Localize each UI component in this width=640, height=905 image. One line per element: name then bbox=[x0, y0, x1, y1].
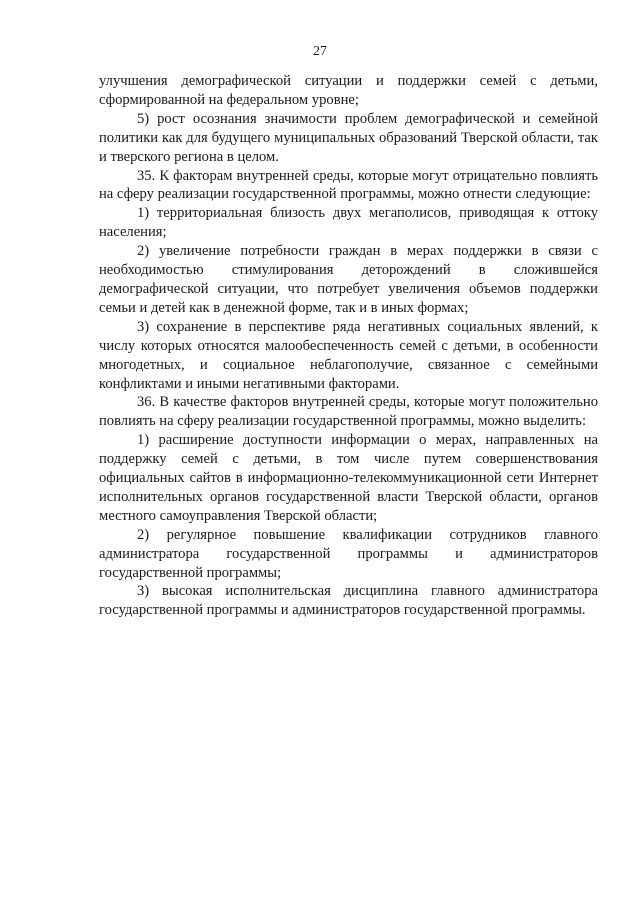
paragraph-item-5-awareness: 5) рост осознания значимости проблем демографической и семейной политики как для будущего муниципальных образований Тверской области, так и тверского региона в целом. bbox=[99, 110, 598, 165]
document-body bbox=[99, 72, 598, 620]
paragraph-36-item-1: 1) расширение доступности информации о мерах, направленных на поддержку семей с детьми, в том числе путем совершенствования официальных сайтов в информационно-телекоммуникационной сети Интернет исполнительных органов государственной власти Тверской области, органов местного самоуправления Тверской области; bbox=[99, 432, 598, 524]
paragraph-35-item-3: 3) сохранение в перспективе ряда негативных социальных явлений, к числу которых относятся малообеспеченность семей с детьми, в особенности многодетных, и социальное неблагополучие, связанное с семейными конфликтами и иными негативными факторами. bbox=[99, 318, 598, 392]
paragraph-section-35: 35. К факторам внутренней среды, которые могут отрицательно повлиять на сферу реализации государственной программы, можно отнести следующие: bbox=[99, 167, 598, 203]
page-number: 27 bbox=[313, 44, 327, 59]
paragraph-section-36: 36. В качестве факторов внутренней среды, которые могут положительно повлиять на сферу реализации государственной программы, можно выделить: bbox=[99, 394, 598, 430]
paragraph-36-item-3: 3) высокая исполнительская дисциплина главного администратора государственной программы и администраторов государственной программы. bbox=[99, 583, 598, 619]
paragraph-35-item-2: 2) увеличение потребности граждан в мерах поддержки в связи с необходимостью стимулирования деторождений в сложившейся демографической ситуации, что потребует увеличения объемов поддержки семьи и детей как в денежной форме, так и в иных формах; bbox=[99, 243, 598, 316]
paragraph-continuation: улучшения демографической ситуации и поддержки семей с детьми, сформированной на федеральном уровне; bbox=[99, 73, 598, 108]
paragraph-35-item-1: 1) территориальная близость двух мегаполисов, приводящая к оттоку населения; bbox=[99, 205, 598, 241]
paragraph-36-item-2: 2) регулярное повышение квалификации сотрудников главного администратора государственной программы и администраторов государственной программы; bbox=[99, 526, 598, 581]
